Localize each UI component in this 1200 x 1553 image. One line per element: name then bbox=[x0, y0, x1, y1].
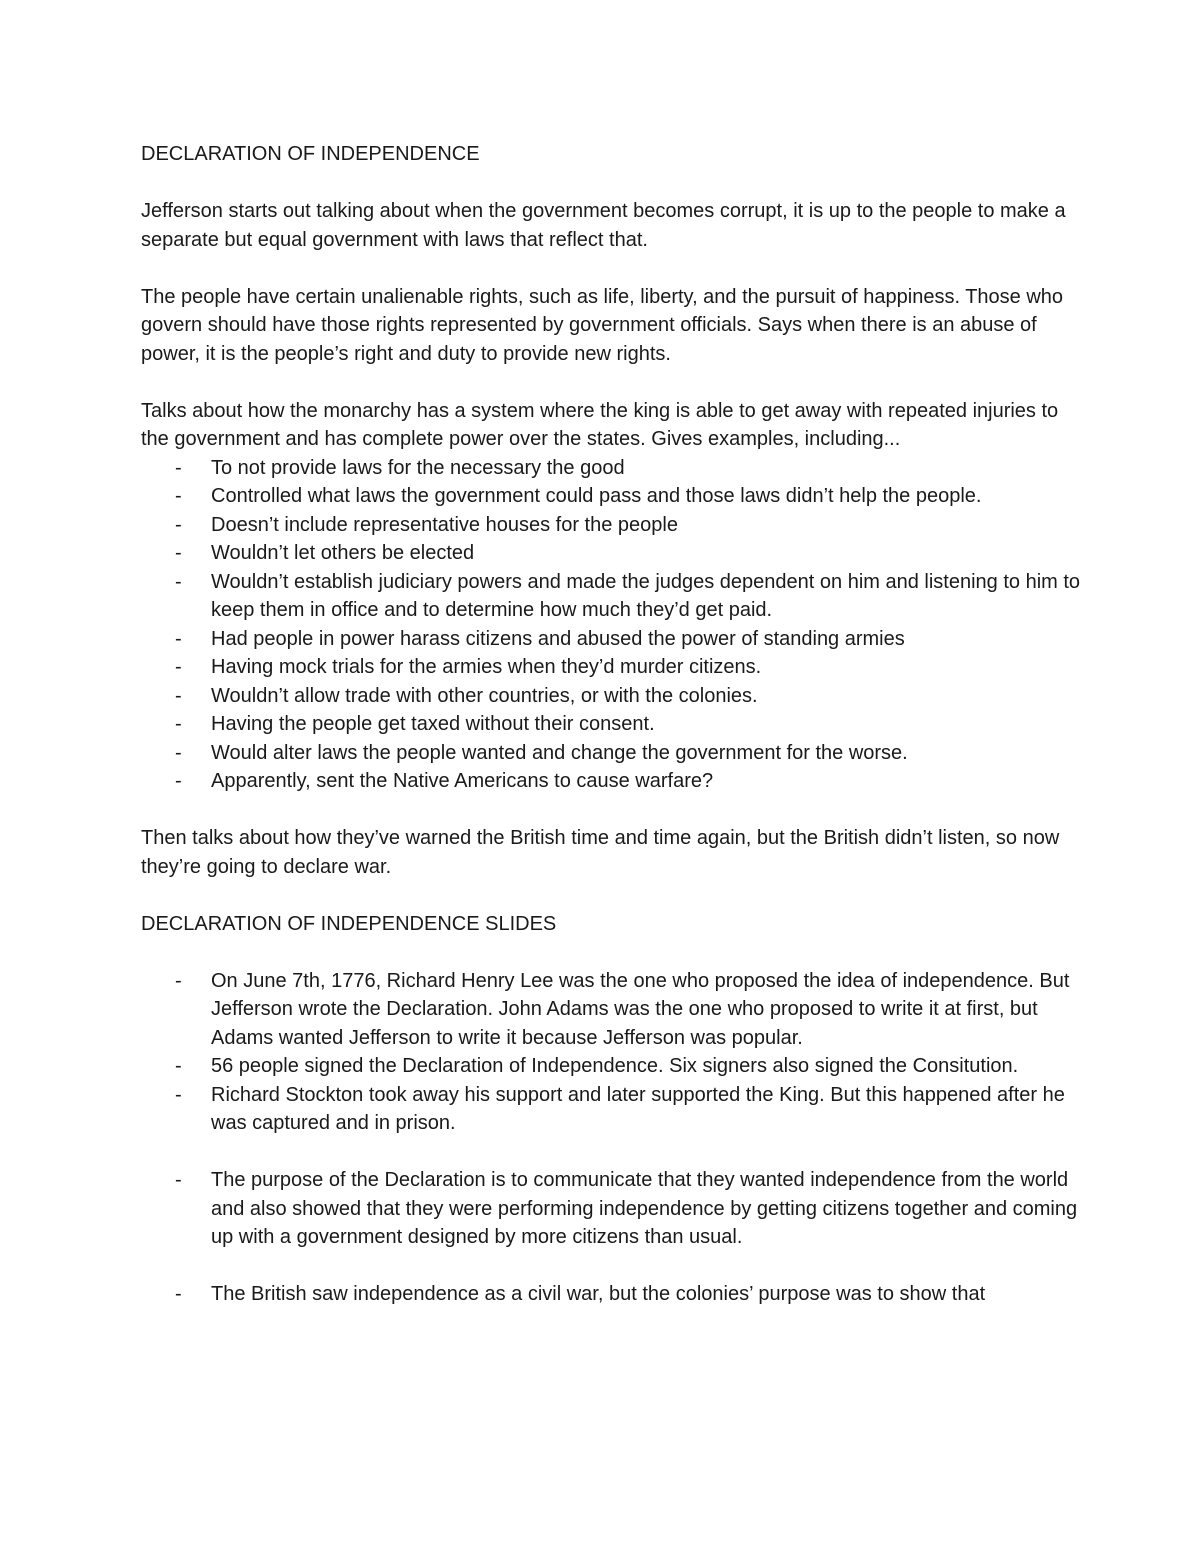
paragraph: Then talks about how they’ve warned the British time and time again, but the British didn’t listen, so now they’re going to declare war. bbox=[141, 827, 1060, 878]
dash-marker: - bbox=[175, 456, 182, 479]
spacer bbox=[141, 938, 1081, 967]
paragraph: Jefferson starts out talking about when the government becomes corrupt, it is up to the people to make a separate but equal government with laws that reflect that. bbox=[141, 200, 1066, 251]
spacer bbox=[141, 368, 1081, 397]
list-item bbox=[141, 482, 1081, 511]
dash-marker: - bbox=[175, 542, 182, 564]
dash-marker: - bbox=[175, 1169, 182, 1191]
dash-marker: - bbox=[175, 485, 182, 507]
dash-marker: - bbox=[175, 741, 182, 764]
list-item bbox=[141, 1081, 1081, 1138]
dash-marker: - bbox=[175, 770, 182, 792]
spacer bbox=[141, 1138, 1081, 1167]
spacer bbox=[141, 796, 1081, 825]
list-item bbox=[141, 625, 1081, 654]
spacer bbox=[141, 881, 1081, 910]
spacer bbox=[141, 1252, 1081, 1281]
dash-marker: - bbox=[175, 1055, 182, 1077]
section-title: DECLARATION OF INDEPENDENCE SLIDES bbox=[141, 912, 557, 935]
list-item bbox=[141, 568, 1081, 625]
section-title: DECLARATION OF INDEPENDENCE bbox=[141, 143, 480, 165]
slides-list bbox=[141, 1280, 1081, 1309]
list-item-text: Wouldn’t allow trade with other countries, or with the colonies. bbox=[211, 684, 758, 707]
list-item bbox=[141, 710, 1081, 739]
list-item bbox=[141, 454, 1081, 483]
dash-marker: - bbox=[175, 513, 182, 536]
paragraph: Talks about how the monarchy has a system where the king is able to get away with repeated injuries to the government and has complete power over the states. Gives examples, including... bbox=[141, 399, 1059, 450]
slides-list bbox=[141, 967, 1081, 1138]
document-page bbox=[141, 140, 1081, 1309]
list-item-text: Wouldn’t let others be elected bbox=[211, 542, 475, 564]
list-item-text: Would alter laws the people wanted and change the government for the worse. bbox=[211, 741, 908, 764]
dash-marker: - bbox=[175, 656, 182, 678]
examples-list bbox=[141, 454, 1081, 796]
list-item bbox=[141, 539, 1081, 568]
list-item-text: Doesn’t include representative houses for the people bbox=[211, 513, 678, 536]
list-item-text: On June 7th, 1776, Richard Henry Lee was the one who proposed the idea of independence. But Jefferson wrote the Declaration. John Adams was the one who proposed to write it at first, but Adams wanted Jefferson to write it because Jefferson was popular. bbox=[211, 969, 1070, 1049]
list-item-text: Apparently, sent the Native Americans to cause warfare? bbox=[211, 770, 714, 792]
list-item bbox=[141, 511, 1081, 540]
list-item-text: The purpose of the Declaration is to communicate that they wanted independence from the world and also showed that they were performing independence by getting citizens together and coming up with a government designed by more citizens than usual. bbox=[211, 1169, 1078, 1248]
list-item bbox=[141, 1052, 1081, 1081]
list-item bbox=[141, 1280, 1081, 1309]
list-item-text: The British saw independence as a civil war, but the colonies’ purpose was to show that bbox=[211, 1283, 986, 1305]
dash-marker: - bbox=[175, 627, 182, 650]
dash-marker: - bbox=[175, 570, 182, 593]
list-item-text: Richard Stockton took away his support and later supported the King. But this happened after he was captured and in prison. bbox=[211, 1083, 1065, 1134]
dash-marker: - bbox=[175, 969, 182, 992]
list-item bbox=[141, 739, 1081, 768]
list-item-text: Having mock trials for the armies when they’d murder citizens. bbox=[211, 656, 762, 678]
list-item bbox=[141, 1166, 1081, 1252]
list-item-text: Had people in power harass citizens and abused the power of standing armies bbox=[211, 627, 905, 650]
list-item-text: Controlled what laws the government could pass and those laws didn’t help the people. bbox=[211, 485, 982, 507]
list-item-text: Wouldn’t establish judiciary powers and made the judges dependent on him and listening to him to keep them in office and to determine how much they’d get paid. bbox=[211, 570, 1081, 621]
dash-marker: - bbox=[175, 684, 182, 707]
list-item-text: Having the people get taxed without their consent. bbox=[211, 713, 655, 735]
list-item-text: To not provide laws for the necessary the good bbox=[211, 456, 625, 479]
dash-marker: - bbox=[175, 1083, 182, 1106]
dash-marker: - bbox=[175, 1283, 182, 1305]
list-item-text: 56 people signed the Declaration of Independence. Six signers also signed the Consitution. bbox=[211, 1055, 1019, 1077]
list-item bbox=[141, 682, 1081, 711]
list-item bbox=[141, 967, 1081, 1053]
slides-list bbox=[141, 1166, 1081, 1252]
spacer bbox=[141, 169, 1081, 198]
dash-marker: - bbox=[175, 713, 182, 735]
spacer bbox=[141, 254, 1081, 283]
list-item bbox=[141, 653, 1081, 682]
list-item bbox=[141, 767, 1081, 796]
paragraph: The people have certain unalienable rights, such as life, liberty, and the pursuit of happiness. Those who govern should have those rights represented by government officials. Says when there is an abuse of power, it is the people’s right and duty to provide new rights. bbox=[141, 285, 1064, 365]
